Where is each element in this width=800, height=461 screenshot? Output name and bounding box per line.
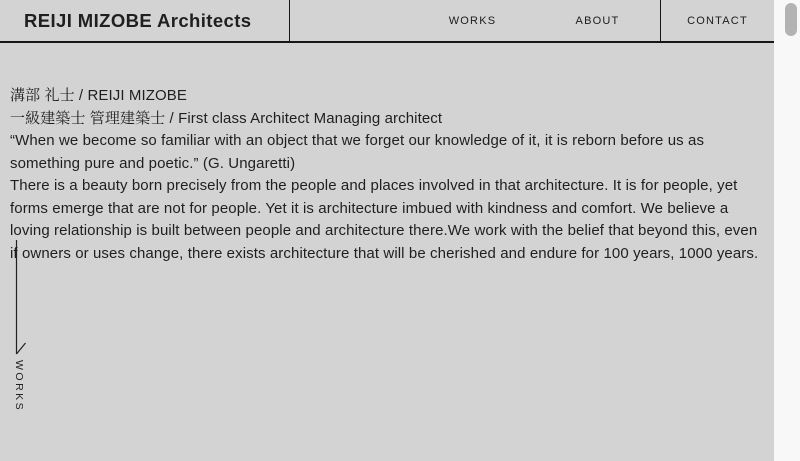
philosophy-paragraph: There is a beauty born precisely from the people and places involved in that architecture. It is for people, yet forms emerge that are not for people. Yet it is architecture imbued with kindness and comfort. We believe a loving relationship is built between people and architecture there.We work with the belief that beyond this, even if owners or uses change, there exists architecture that will be cherished and endure for 100 years, 1000 years. — [10, 177, 759, 262]
nav-item-about[interactable]: ABOUT — [575, 14, 620, 27]
scrollbar-track[interactable] — [774, 0, 800, 461]
works-vertical-label: WORKS — [13, 360, 25, 413]
intro-text-block — [0, 43, 774, 265]
works-scroll-link[interactable] — [0, 238, 40, 418]
architect-name-line: 溝部 礼士 / REIJI MIZOBE — [10, 87, 188, 104]
quote-text: “When we become so familiar with an object that we forget our knowledge of it, it is reborn before us as something pure and poetic.” (G. Ungaretti) — [10, 132, 705, 172]
scrollbar-thumb[interactable] — [785, 3, 797, 36]
site-header — [0, 0, 774, 43]
main-nav — [290, 0, 774, 41]
nav-item-works[interactable]: WORKS — [448, 14, 497, 27]
architect-credential-line: 一級建築士 管理建築士 / First class Architect Managing architect — [10, 109, 443, 127]
down-arrow-icon — [11, 240, 27, 358]
nav-item-contact[interactable]: CONTACT — [660, 0, 774, 41]
brand-title[interactable]: REIJI MIZOBE Architects — [0, 0, 290, 41]
